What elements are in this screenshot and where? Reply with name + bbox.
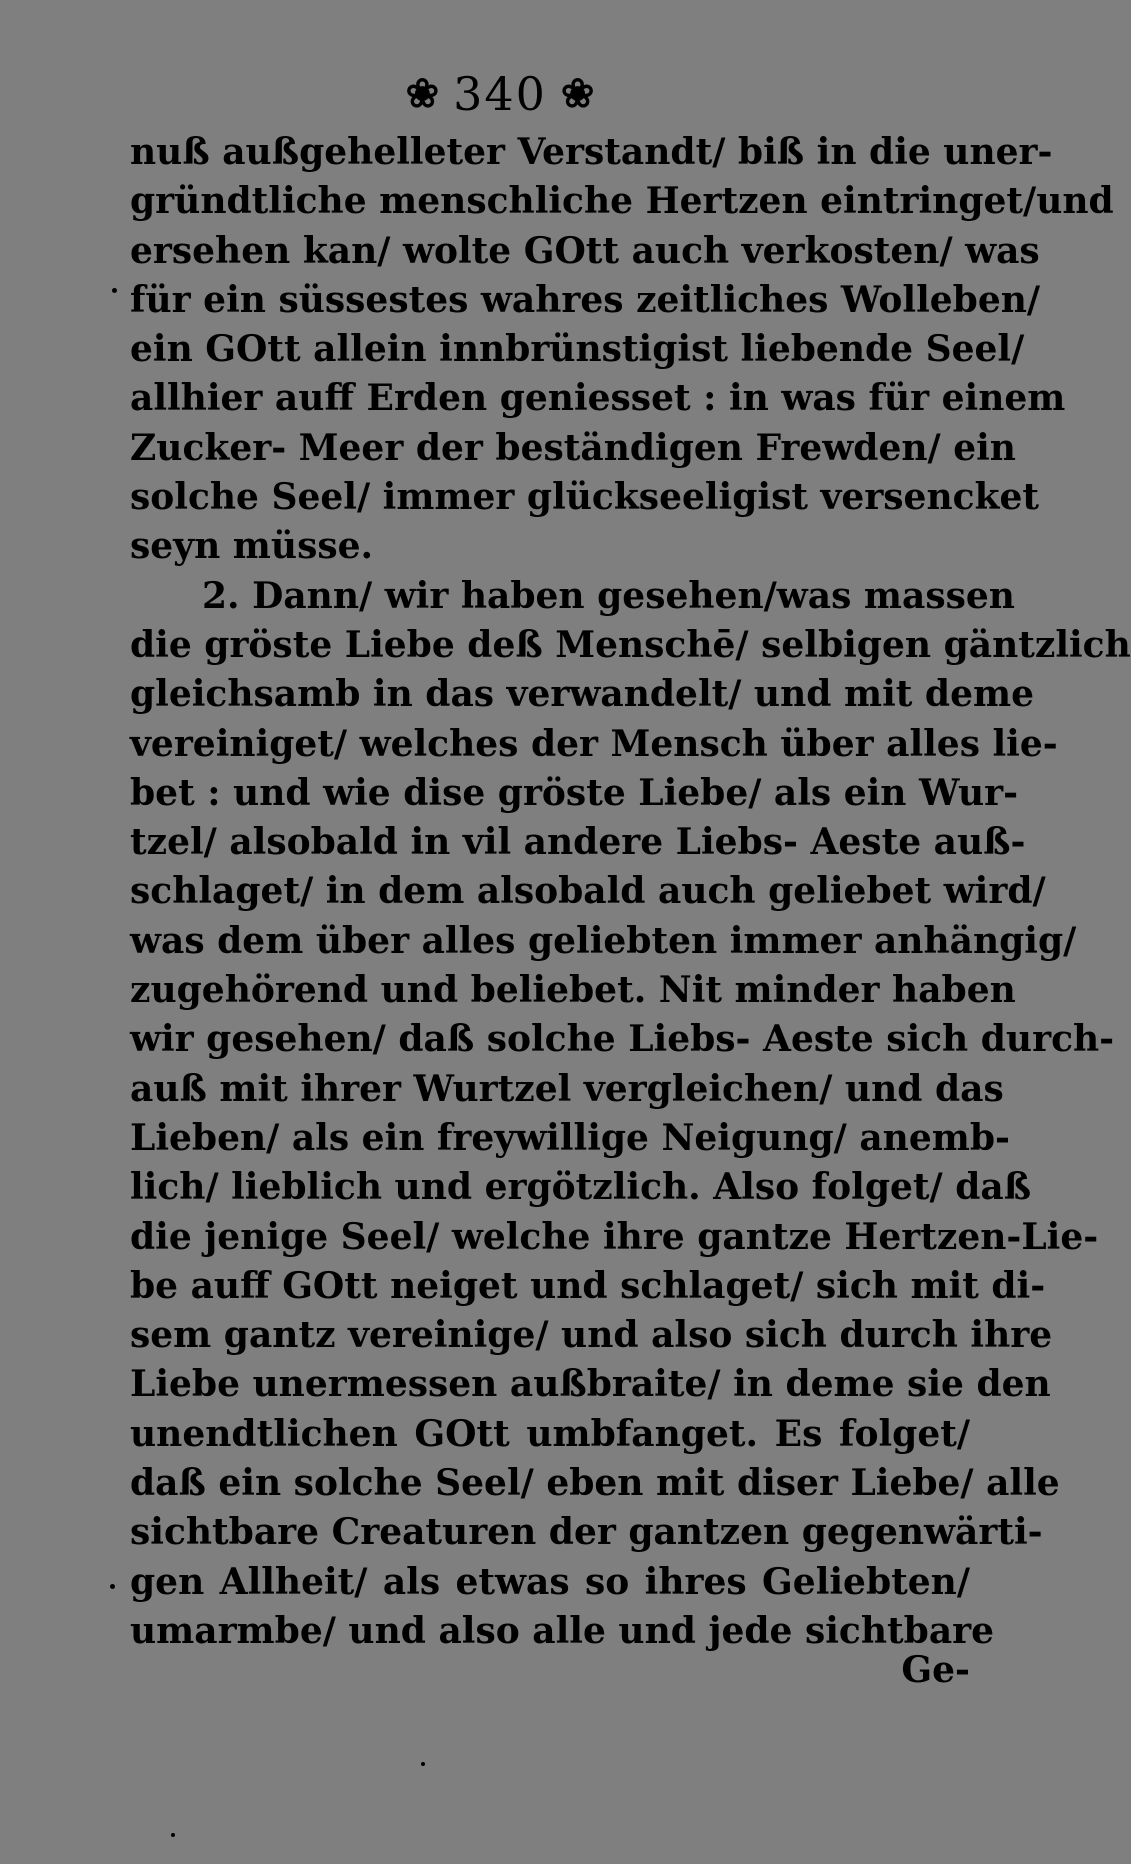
ink-speck [421,1762,425,1766]
text-line: gleichsamb in das verwandelt/ und mit deme [130,673,1034,716]
text-line: bet : und wie dise gröste Liebe/ als ein Wur- [130,771,1019,814]
right-ornament-icon: ❀ [560,70,595,117]
left-ornament-icon: ❀ [405,70,440,117]
text-line: schlaget/ in dem alsobald auch geliebet wird/ [130,870,1046,913]
catchword: Ge- [901,1649,970,1691]
page-header [0,64,1000,124]
text-line: daß ein solche Seel/ eben mit diser Liebe/ alle [130,1462,1060,1505]
text-line: Lieben/ als ein freywillige Neigung/ anemb- [130,1116,1010,1159]
text-line: solche Seel/ immer glückseeligist versencket [130,476,1040,519]
paragraph-start-line: 2. Dann/ wir haben gesehen/was massen [202,574,1015,617]
body-text [130,128,1131,1656]
ink-speck [112,288,117,293]
text-line: die gröste Liebe deß Menschē/ selbigen gäntzlich [130,623,1131,666]
text-line: wir gesehen/ daß solche Liebs- Aeste sich durch- [130,1018,1115,1061]
text-line: Liebe unermessen außbraite/ in deme sie den [130,1363,1051,1406]
ink-speck [171,1833,175,1837]
text-line: allhier auff Erden geniesset : in was für einem [130,377,1066,420]
text-line: lich/ lieblich und ergötzlich. Also folget/ daß [130,1166,1032,1209]
text-line: sem gantz vereinige/ und also sich durch ihre [130,1314,1053,1357]
ink-speck [110,1584,115,1589]
text-line: tzel/ alsobald in vil andere Liebs- Aeste auß- [130,821,1026,864]
text-line: auß mit ihrer Wurtzel vergleichen/ und das [130,1067,1004,1110]
text-line: zugehörend und beliebet. Nit minder haben [130,969,1016,1012]
text-line: unendtlichen GOtt umbfanget. Es folget/ [130,1412,970,1455]
text-line: ersehen kan/ wolte GOtt auch verkosten/ was [130,229,1040,272]
text-line: nuß außgehelleter Verstandt/ biß in die uner- [130,131,1053,173]
text-line: gen Allheit/ als etwas so ihres Geliebten/ [130,1560,970,1603]
text-line: be auff GOtt neiget und schlaget/ sich mit di- [130,1264,1046,1307]
text-line: seyn müsse. [130,525,374,568]
text-line: für ein süssestes wahres zeitliches Wolleben/ [130,278,1041,321]
text-line: ein GOtt allein innbrünstigist liebende Seel/ [130,328,1025,371]
text-line: vereiniget/ welches der Mensch über alles lie- [130,722,1058,765]
text-line: was dem über alles geliebten immer anhängig/ [130,919,1077,962]
text-line: gründtliche menschliche Hertzen eintringet/und [130,180,1114,223]
page-number: 340 [453,67,547,121]
text-line: die jenige Seel/ welche ihre gantze Hertzen-Lie- [130,1215,1099,1258]
text-line: sichtbare Creaturen der gantzen gegenwärti- [130,1511,1043,1554]
text-line: umarmbe/ und also alle und jede sichtbare [130,1609,995,1652]
text-line: Zucker- Meer der beständigen Frewden/ ein [130,426,1016,469]
